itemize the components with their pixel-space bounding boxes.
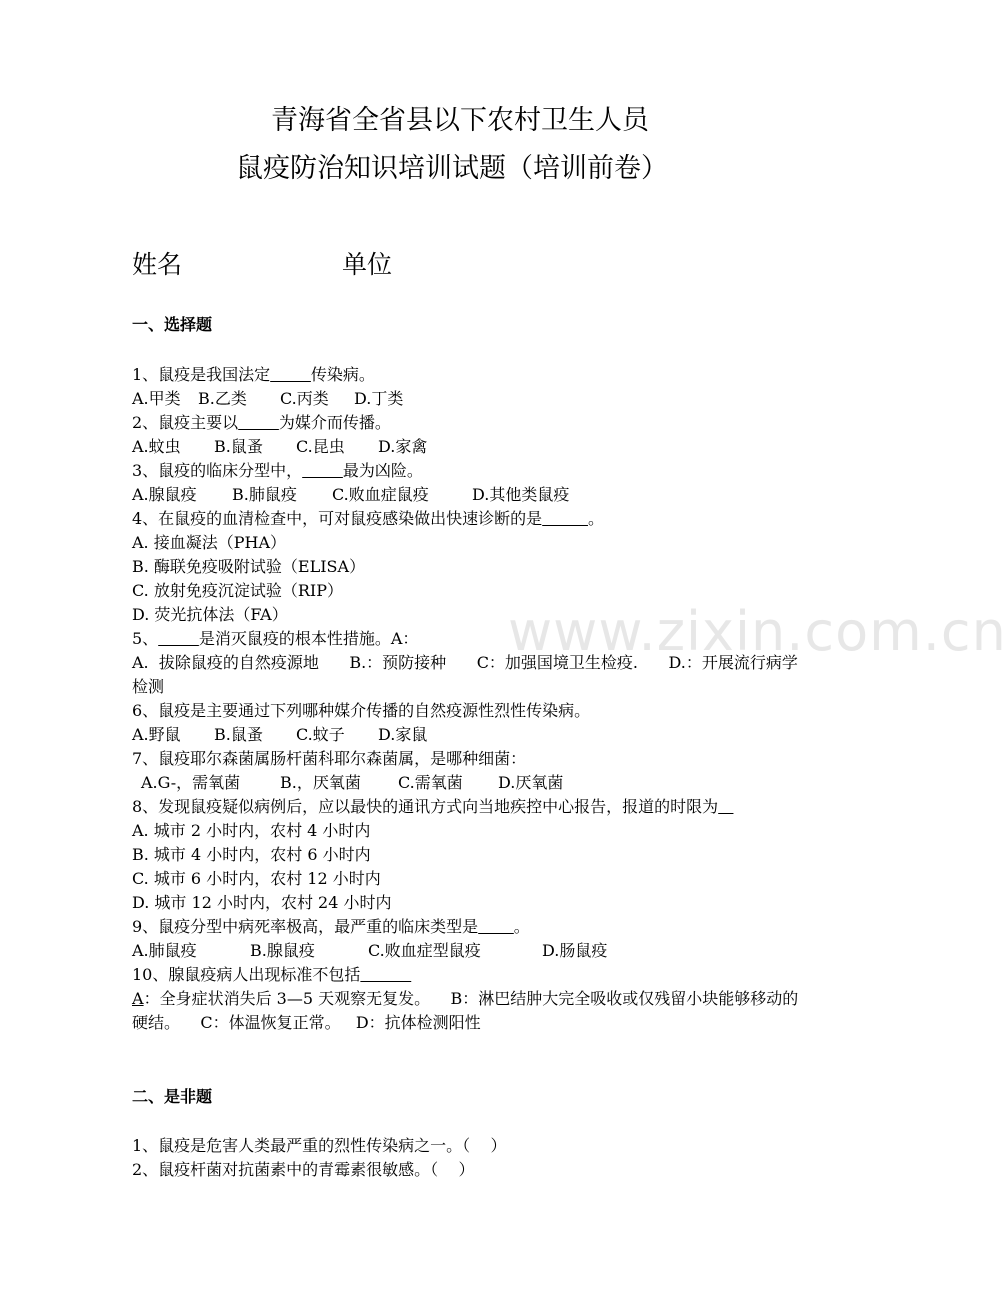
document-title-line2: 鼠疫防治知识培训试题（培训前卷） [236, 153, 668, 184]
question-8: 8、发现鼠疫疑似病例后，应以最快的通讯方式向当地疾控中心报告，报道的时限为 [132, 795, 804, 819]
question-10: 10、腺鼠疫病人出现标准不包括 [132, 963, 804, 987]
answer-blank [302, 461, 343, 480]
question-3: 3、鼠疫的临床分型中， 最为凶险。 [132, 461, 423, 480]
question-10-options: A：全身症状消失后 3—5 天观察无复发。 B：淋巴结肿大完全吸收或仅残留小块能够移动的硬结。 C：体温恢复正常。 D：抗体检测阳性 [132, 989, 799, 1032]
question-4-option-d: D. 荧光抗体法（FA） [132, 605, 288, 624]
question-8-option-a: A. 城市 2 小时内，农村 4 小时内 [132, 821, 371, 840]
answer-blank [270, 365, 311, 384]
question-4: 4、在鼠疫的血清检查中，可对鼠疫感染做出快速诊断的是 。 [132, 509, 604, 528]
document-title-line1: 青海省全省县以下农村卫生人员 [271, 105, 649, 136]
question-1: 1、鼠疫是我国法定 传染病。 [132, 365, 375, 384]
true-false-item-1: 1、鼠疫是危害人类最严重的烈性传染病之一。（ ） [132, 1136, 507, 1155]
question-5-options: A. 拔除鼠疫的自然疫源地 B.：预防接种 C：加强国境卫生检疫. D.：开展流行病学检测 [132, 653, 798, 696]
answer-blank [158, 629, 199, 648]
question-4-option-b: B. 酶联免疫吸附试验（ELISA） [132, 557, 366, 576]
answer-blank [360, 965, 411, 984]
section-heading-true-false: 二、是非题 [132, 1087, 213, 1106]
choice-question-list [132, 363, 804, 1035]
question-9: 9、鼠疫分型中病死率极高，最严重的临床类型是 。 [132, 917, 530, 936]
question-7-options: A.G-，需氧菌 B.，厌氧菌 C.需氧菌 D.厌氧菌 [141, 773, 564, 792]
true-false-list [132, 1134, 804, 1182]
question-4-option-c: C. 放射免疫沉淀试验（RIP） [132, 581, 343, 600]
answer-blank [478, 917, 514, 936]
section-heading-choice: 一、选择题 [132, 315, 213, 334]
answer-blank [238, 413, 279, 432]
question-8-option-b: B. 城市 4 小时内，农村 6 小时内 [132, 845, 371, 864]
answer-blank [718, 797, 733, 816]
question-2: 2、鼠疫主要以 为媒介而传播。 [132, 413, 391, 432]
question-6-options: A.野鼠 B.鼠蚤 C.蚊子 D.家鼠 [132, 725, 428, 744]
question-8-option-d: D. 城市 12 小时内，农村 24 小时内 [132, 893, 392, 912]
question-1-options: A.甲类 B.乙类 C.丙类 D.丁类 [132, 389, 404, 408]
question-7: 7、鼠疫耶尔森菌属肠杆菌科耶尔森菌属，是哪种细菌： [132, 749, 527, 768]
answer-blank [542, 509, 588, 528]
question-9-options: A.肺鼠疫 B.腺鼠疫 C.败血症型鼠疫 D.肠鼠疫 [132, 941, 608, 960]
true-false-item-2: 2、鼠疫杆菌对抗菌素中的青霉素很敏感。（ ） [132, 1160, 475, 1179]
question-6: 6、鼠疫是主要通过下列哪种媒介传播的自然疫源性烈性传染病。 [132, 701, 591, 720]
name-unit-row [132, 248, 392, 282]
question-8-option-c: C. 城市 6 小时内，农村 12 小时内 [132, 869, 381, 888]
question-3-options: A.腺鼠疫 B.肺鼠疫 C.败血症鼠疫 D.其他类鼠疫 [132, 485, 570, 504]
unit-label: 单位 [342, 250, 393, 279]
watermark: www.zixin.com.cn [508, 600, 1007, 663]
question-5: 5、 是消灭鼠疫的根本性措施。A： [132, 629, 419, 648]
question-2-options: A.蚊虫 B.鼠蚤 C.昆虫 D.家禽 [132, 437, 428, 456]
question-4-option-a: A. 接血凝法（PHA） [132, 533, 287, 552]
name-label: 姓名 [132, 250, 183, 279]
